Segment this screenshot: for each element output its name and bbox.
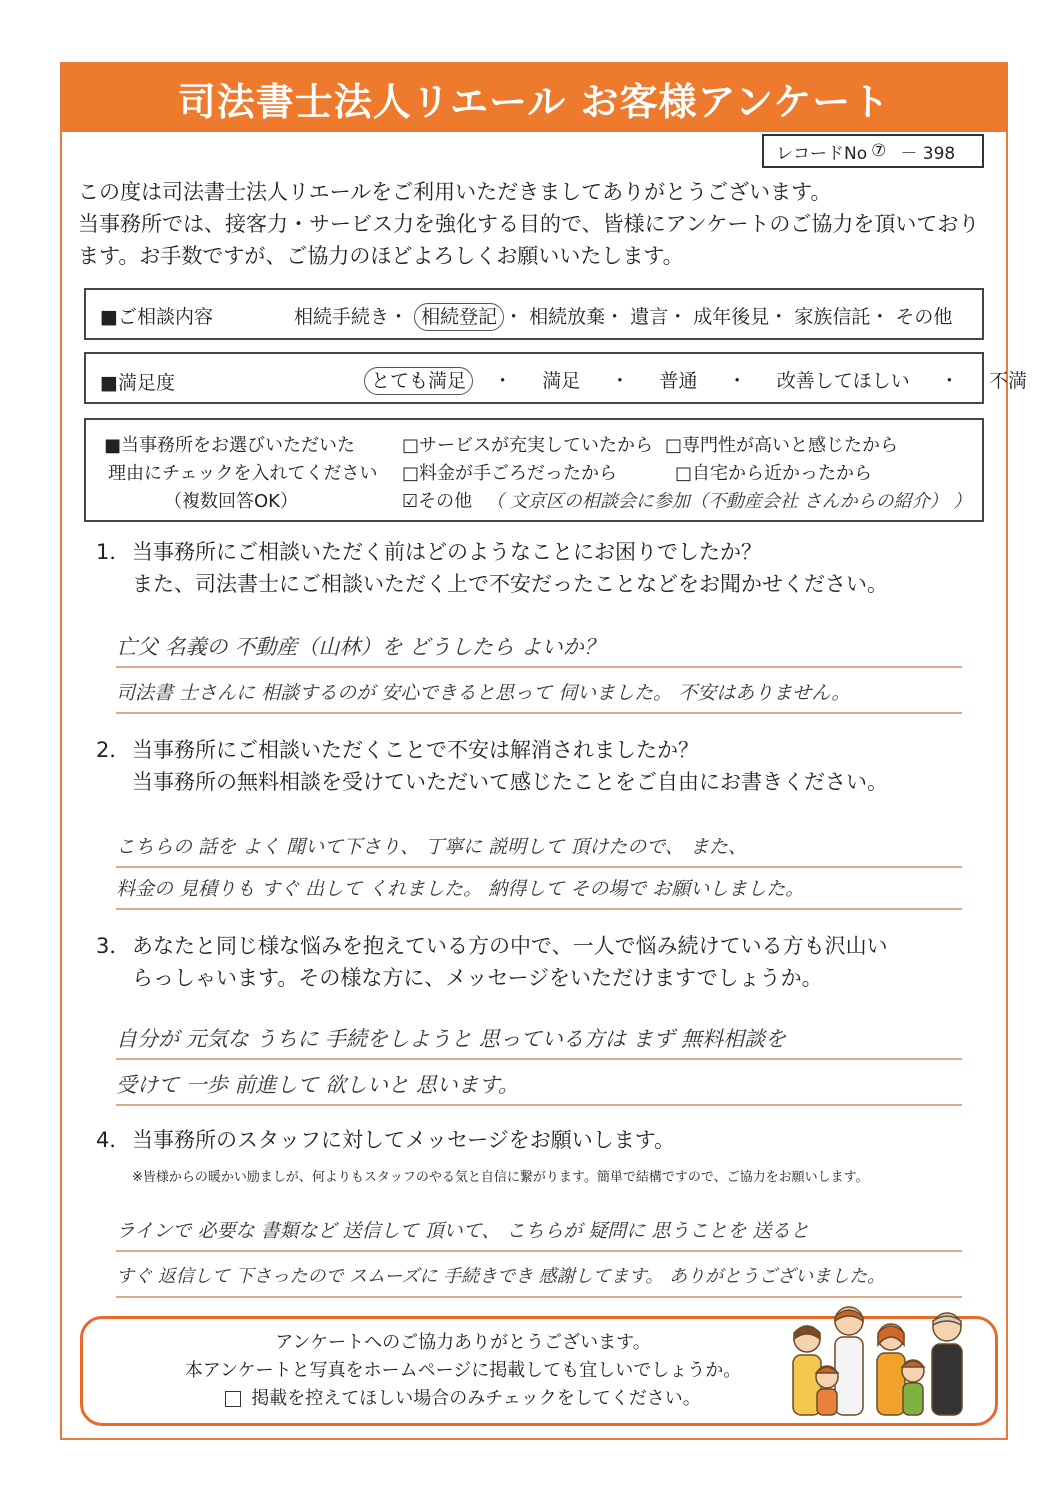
record-mark: ⑦ (871, 141, 887, 161)
question-3 (96, 930, 888, 994)
intro-line: ます。お手数ですが、ご協力のほどよろしくお願いいたします。 (78, 244, 684, 268)
option-satisfied[interactable]: 満足 (542, 370, 581, 392)
question-text: 当事務所にご相談いただく前はどのようなことにお困りでしたか？ (132, 540, 762, 564)
reason-service-checkbox[interactable]: □サービスが充実していたから (402, 435, 654, 456)
consult-options: 相続手続き・ 相続登記 ・ 相続放棄・ 遺言・ 成年後見・ 家族信託・ その他 (294, 302, 952, 329)
question-number: 1． (96, 540, 131, 564)
reason-label-line: ■当事務所をお選びいただいた (104, 435, 356, 456)
reason-options (402, 432, 971, 516)
option-will[interactable]: 遺言 (630, 306, 669, 328)
answer-line: ラインで 必要な 書類など 送信して 頂いて、 こちらが 疑問に 思うことを 送ると (116, 1214, 962, 1252)
satisfaction-options: とても満足 ・ 満足 ・ 普通 ・ 改善してほしい ・ 不満 (364, 366, 1027, 393)
footer-line: 掲載を控えてほしい場合のみチェックをしてください。 (251, 1388, 701, 1409)
footer-line: アンケートへのご協力ありがとうございます。 (275, 1332, 651, 1353)
option-other[interactable]: その他 (895, 306, 953, 328)
reason-expertise-checkbox[interactable]: □専門性が高いと感じたから (665, 435, 899, 456)
question-2 (96, 734, 888, 798)
answer-line: 自分が 元気な うちに 手続をしようと 思っている方は まず 無料相談を (116, 1022, 962, 1060)
record-number: － 398 (900, 143, 956, 164)
answer-line: こちらの 話を よく 聞いて下さり、 丁寧に 説明して 頂けたので、 また、 (116, 830, 962, 868)
intro-line: 当事務所では、接客力・サービス力を強化する目的で、皆様にアンケートのご協力を頂いており (78, 212, 980, 236)
reason-other-checkbox[interactable]: ☑その他 (402, 491, 473, 512)
option-needs-improvement[interactable]: 改善してほしい (776, 370, 910, 392)
reason-label-line: （複数回答OK） (164, 491, 298, 512)
satisfaction-label: ■満足度 (100, 372, 175, 394)
family-illustration-icon (779, 1299, 979, 1417)
opt-out-checkbox[interactable] (225, 1391, 241, 1407)
page-title: 司法書士法人リエール お客様アンケート (177, 79, 891, 124)
question-number: 3． (96, 934, 131, 958)
option-inheritance-procedure[interactable]: 相続手続き (294, 306, 390, 328)
reason-box (84, 418, 984, 522)
reason-near-home-checkbox[interactable]: □自宅から近かったから (675, 463, 873, 484)
option-dissatisfied[interactable]: 不満 (989, 370, 1028, 392)
reason-label (104, 432, 377, 516)
footer-box (80, 1316, 998, 1426)
answer-line: すぐ 返信して 下さったので スムーズに 手続きでき 感謝してます。 ありがとうございました。 (116, 1260, 962, 1298)
record-number-box (762, 134, 984, 168)
question-text: あなたと同じ様な悩みを抱えている方の中で、一人で悩み続けている方も沢山い (132, 934, 888, 958)
satisfaction-box (84, 352, 1028, 404)
answer-line: 司法書 士さんに 相談するのが 安心できると思って 伺いました。 不安はありません。 (116, 676, 962, 714)
option-very-satisfied[interactable]: とても満足 (364, 367, 473, 395)
intro-line: この度は司法書士法人リエールをご利用いただきましてありがとうございます。 (78, 180, 832, 204)
option-normal[interactable]: 普通 (659, 370, 698, 392)
footer-text (183, 1329, 743, 1413)
reason-price-checkbox[interactable]: □料金が手ごろだったから (402, 463, 618, 484)
reason-label-line: 理由にチェックを入れてください (108, 463, 378, 484)
reason-other-text: （ 文京区の相談会に参加（不動産会社 さんからの紹介） ） (486, 491, 972, 512)
question-4 (96, 1124, 675, 1156)
record-label: レコードNo (776, 143, 868, 164)
question-subtext: 当事務所の無料相談を受けていただいて感じたことをご自由にお書きください。 (132, 770, 888, 794)
consult-box (84, 288, 984, 340)
option-adult-guardianship[interactable]: 成年後見 (693, 306, 770, 328)
intro-text (78, 176, 998, 272)
answer-line: 料金の 見積りも すぐ 出して くれました。 納得して その場で お願いしました。 (116, 872, 962, 910)
question-1 (96, 536, 888, 600)
option-inheritance-registration[interactable]: 相続登記 (414, 303, 504, 331)
question-text: 当事務所にご相談いただくことで不安は解消されましたか？ (132, 738, 699, 762)
option-family-trust[interactable]: 家族信託 (794, 306, 871, 328)
question-text: 当事務所のスタッフに対してメッセージをお願いします。 (132, 1128, 676, 1152)
answer-line: 受けて 一歩 前進して 欲しいと 思います。 (116, 1068, 962, 1106)
title-banner (62, 64, 1006, 132)
answer-line: 亡父 名義の 不動産（山林）を どうしたら よいか？ (116, 630, 962, 668)
question-4-note: ※皆様からの暖かい励ましが、何よりもスタッフのやる気と自信に繋がります。簡単で結構ですので、ご協力をお願いします。 (132, 1170, 869, 1185)
consult-label: ■ご相談内容 (100, 306, 213, 328)
question-number: 2． (96, 738, 131, 762)
question-subtext: また、司法書士にご相談いただく上で不安だったことなどをお聞かせください。 (132, 572, 888, 596)
option-inheritance-renunciation[interactable]: 相続放棄 (529, 306, 606, 328)
question-subtext: らっしゃいます。その様な方に、メッセージをいただけますでしょうか。 (132, 966, 823, 990)
footer-line: 本アンケートと写真をホームページに掲載しても宜しいでしょうか。 (184, 1360, 742, 1381)
question-number: 4． (96, 1128, 131, 1152)
survey-sheet (60, 62, 1028, 1440)
